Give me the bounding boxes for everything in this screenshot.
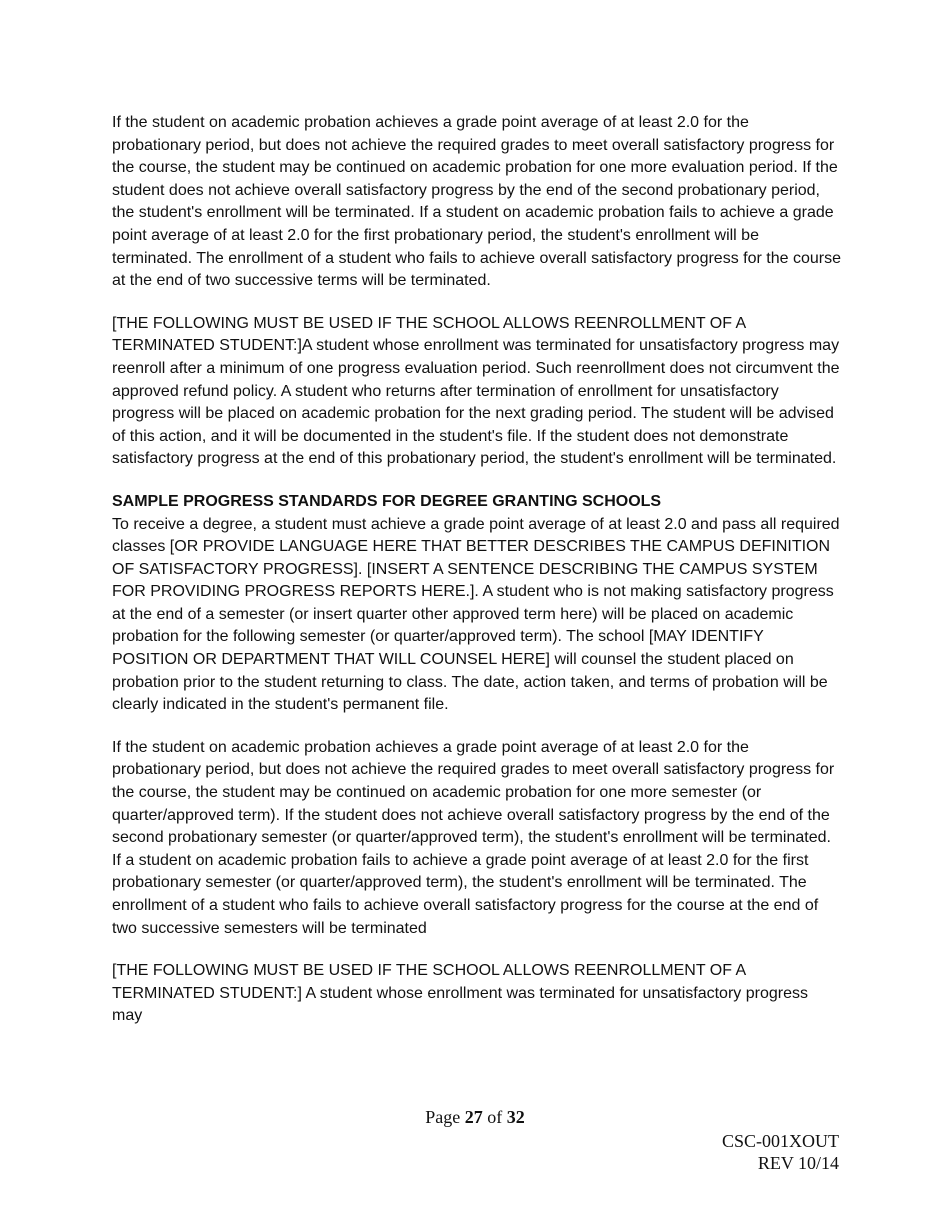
page-number-footer bbox=[0, 1107, 950, 1128]
of-label: of bbox=[487, 1107, 503, 1127]
revision-label: REV 10/14 bbox=[757, 1153, 839, 1173]
form-code: CSC-001XOUT bbox=[721, 1131, 839, 1151]
paragraph-probation-evaluation-period: If the student on academic probation achieves a grade point average of at least 2.0 for the probationary period, but does not achieve the required grades to meet overall satisfactory progress for the course, the student may be continued on academic probation for one more evaluation period. If the student does not achieve overall satisfactory progress by the end of the second probationary period, the student's enrollment will be terminated. If a student on academic probation fails to achieve a grade point average of at least 2.0 for the first probationary period, the student's enrollment will be terminated. The enrollment of a student who fails to achieve overall satisfactory progress for the course at the end of two successive terms will be terminated. bbox=[112, 114, 841, 290]
page-number: 27 bbox=[464, 1107, 483, 1127]
page-label: Page bbox=[425, 1107, 461, 1127]
paragraph-reenrollment-terminated-student: [THE FOLLOWING MUST BE USED IF THE SCHOOL ALLOWS REENROLLMENT OF A TERMINATED STUDENT:]A student whose enrollment was terminated for unsatisfactory progress may reenroll after a minimum of one progress evaluation period. Such reenrollment does not circumvent the approved refund policy. A student who returns after termination of enrollment for unsatisfactory progress will be placed on academic probation for the next grading period. The student will be advised of this action, and it will be documented in the student's file. If the student does not demonstrate satisfactory progress at the end of this probationary period, the student's enrollment will be terminated. bbox=[112, 314, 840, 468]
paragraph-degree-requirements: To receive a degree, a student must achieve a grade point average of at least 2.0 and pass all required classes [OR PROVIDE LANGUAGE HERE THAT BETTER DESCRIBES THE CAMPUS DEFINITION OF SATISFACTORY PROGRESS]. [INSERT A SENTENCE DESCRIBING THE CAMPUS SYSTEM FOR PROVIDING PROGRESS REPORTS HERE.]. A student who is not making satisfactory progress at the end of a semester (or insert quarter other approved term here) will be placed on academic probation for the following semester (or quarter/approved term). The school [MAY IDENTIFY POSITION OR DEPARTMENT THAT WILL COUNSEL HERE] will counsel the student placed on probation prior to the student returning to class. The date, action taken, and terms of probation will be clearly indicated in the student's permanent file. bbox=[112, 515, 840, 714]
paragraph-probation-semester: If the student on academic probation achieves a grade point average of at least 2.0 for the probationary period, but does not achieve the required grades to meet overall satisfactory progress for the course, the student may be continued on academic probation for one more semester (or quarter/approved term). If the student does not achieve overall satisfactory progress by the end of the second probationary semester (or quarter/approved term), the student's enrollment will be terminated. If a student on academic probation fails to achieve a grade point average of at least 2.0 for the first probationary semester (or quarter/approved term), the student's enrollment will be terminated. The enrollment of a student who fails to achieve overall satisfactory progress for the course at the end of two successive semesters will be terminated bbox=[112, 738, 835, 937]
section-heading: SAMPLE PROGRESS STANDARDS FOR DEGREE GRANTING SCHOOLS bbox=[112, 492, 662, 510]
page-total: 32 bbox=[506, 1107, 525, 1127]
form-code-block bbox=[722, 1130, 839, 1174]
document-body bbox=[112, 112, 842, 1048]
paragraph-reenrollment-continued: [THE FOLLOWING MUST BE USED IF THE SCHOOL ALLOWS REENROLLMENT OF A TERMINATED STUDENT:] A student whose enrollment was terminated for unsatisfactory progress may bbox=[112, 962, 808, 1025]
